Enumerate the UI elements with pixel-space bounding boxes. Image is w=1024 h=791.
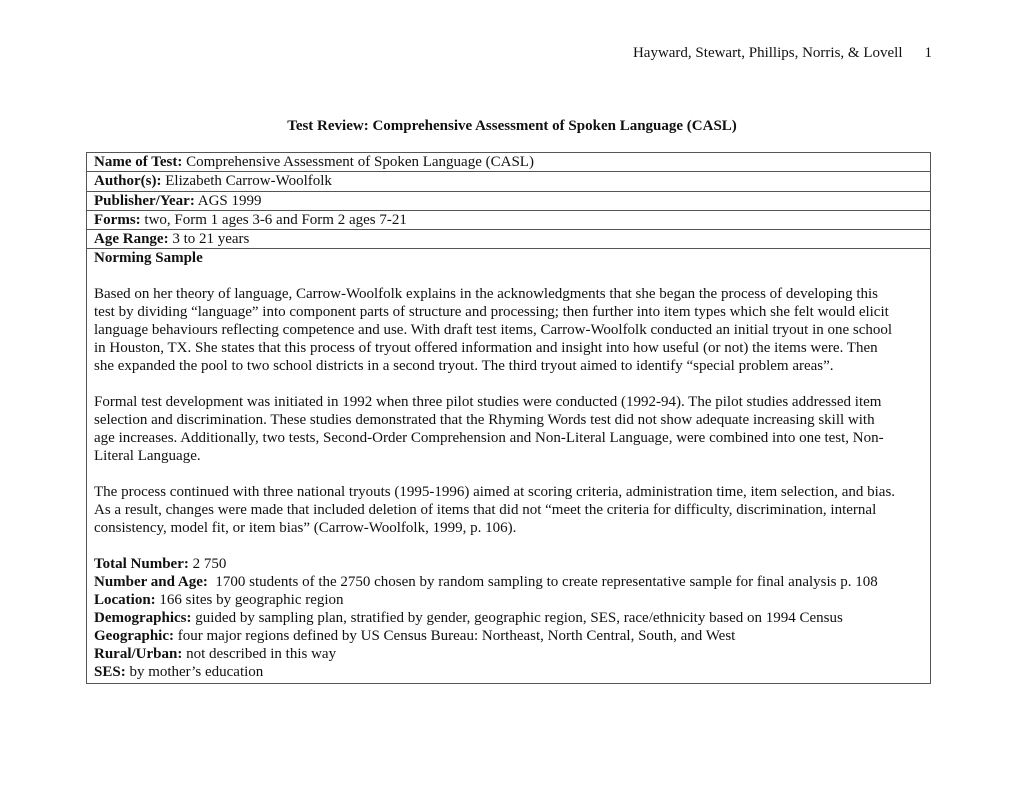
field-label: Age Range: xyxy=(94,231,169,248)
paragraph xyxy=(94,393,923,465)
paragraph-line: age increases. Additionally, two tests, Second-Order Comprehension and Non-Literal Language, were combined into one test, Non- xyxy=(94,430,884,447)
detail-label: Location: xyxy=(94,592,156,609)
field-value: 3 to 21 years xyxy=(168,231,250,248)
paragraph xyxy=(94,483,923,537)
field-row xyxy=(87,153,930,172)
paragraph-line: consistency, model fit, or item bias” (Carrow-Woolfolk, 1999, p. 106). xyxy=(94,520,517,537)
detail-value: 2 750 xyxy=(188,556,227,573)
detail-label: Demographics: xyxy=(94,610,192,627)
paragraph-line: As a result, changes were made that included deletion of items that did not “meet the criteria for difficulty, discrimination, internal xyxy=(94,502,877,519)
paragraph-gap xyxy=(94,375,923,393)
paragraph-line: Literal Language. xyxy=(94,448,201,465)
field-value: two, Form 1 ages 3-6 and Form 2 ages 7-21 xyxy=(140,211,407,228)
detail-value: 166 sites by geographic region xyxy=(155,592,344,609)
detail-value: guided by sampling plan, stratified by gender, geographic region, SES, race/ethnicity based on 1994 Census xyxy=(191,610,843,627)
field-label: Forms: xyxy=(94,211,141,228)
field-label: Author(s): xyxy=(94,173,162,190)
paragraph-line: language behaviours reflecting competence and use. With draft test items, Carrow-Woolfolk conducted an initial tryout in one school xyxy=(94,322,893,339)
norming-heading: Norming Sample xyxy=(94,250,203,267)
detail-line xyxy=(94,591,923,609)
paragraph-line: she expanded the pool to two school districts in a second tryout. The third tryout aimed to identify “special problem areas”. xyxy=(94,358,834,375)
detail-line xyxy=(94,663,923,681)
detail-value: 1700 students of the 2750 chosen by random sampling to create representative sample for final analysis p. 108 xyxy=(207,574,878,591)
paragraph-gap xyxy=(94,267,923,285)
detail-line xyxy=(94,645,923,663)
field-label: Name of Test: xyxy=(94,154,183,170)
detail-label: Total Number: xyxy=(94,556,189,573)
paragraph-line: Formal test development was initiated in 1992 when three pilot studies were conducted (1992-94). The pilot studies addressed item xyxy=(94,394,882,411)
paragraph-line: selection and discrimination. These studies demonstrated that the Rhyming Words test did not show adequate increasing skill with xyxy=(94,412,875,429)
field-row xyxy=(87,230,930,249)
page-number: 1 xyxy=(924,45,932,61)
field-value: Comprehensive Assessment of Spoken Language (CASL) xyxy=(182,154,534,170)
detail-label: SES: xyxy=(94,664,126,681)
field-value: Elizabeth Carrow-Woolfolk xyxy=(161,173,332,190)
detail-label: Rural/Urban: xyxy=(94,646,183,663)
detail-value: not described in this way xyxy=(182,646,337,663)
paragraph xyxy=(94,285,923,375)
detail-value: four major regions defined by US Census Bureau: Northeast, North Central, South, and West xyxy=(174,628,736,645)
detail-line xyxy=(94,573,923,591)
paragraph-line: Based on her theory of language, Carrow-Woolfolk explains in the acknowledgments that she began the process of developing this xyxy=(94,286,878,303)
detail-line xyxy=(94,609,923,627)
field-value: AGS 1999 xyxy=(194,192,262,209)
field-label: Publisher/Year: xyxy=(94,192,195,209)
detail-label: Geographic: xyxy=(94,628,174,645)
field-row xyxy=(87,211,930,230)
detail-line xyxy=(94,627,923,645)
detail-line xyxy=(94,555,923,573)
norming-sample-cell xyxy=(87,249,930,683)
running-header xyxy=(633,45,932,62)
paragraph-gap xyxy=(94,465,923,483)
document-title: Test Review: Comprehensive Assessment of Spoken Language (CASL) xyxy=(287,118,737,134)
field-row xyxy=(87,192,930,211)
detail-value: by mother’s education xyxy=(125,664,264,681)
field-row xyxy=(87,172,930,191)
detail-label: Number and Age: xyxy=(94,574,208,591)
review-table xyxy=(86,152,931,684)
paragraph-line: The process continued with three national tryouts (1995-1996) aimed at scoring criteria, administration time, item selection, and bias. xyxy=(94,484,896,501)
paragraph-line: in Houston, TX. She states that this process of tryout offered information and insight into how useful (or not) the items were. Then xyxy=(94,340,878,357)
paragraph-line: test by dividing “language” into component parts of structure and processing; then further into item types which she felt would elicit xyxy=(94,304,889,321)
paragraph-gap xyxy=(94,537,923,555)
running-head: Hayward, Stewart, Phillips, Norris, & Lovell xyxy=(632,45,903,61)
